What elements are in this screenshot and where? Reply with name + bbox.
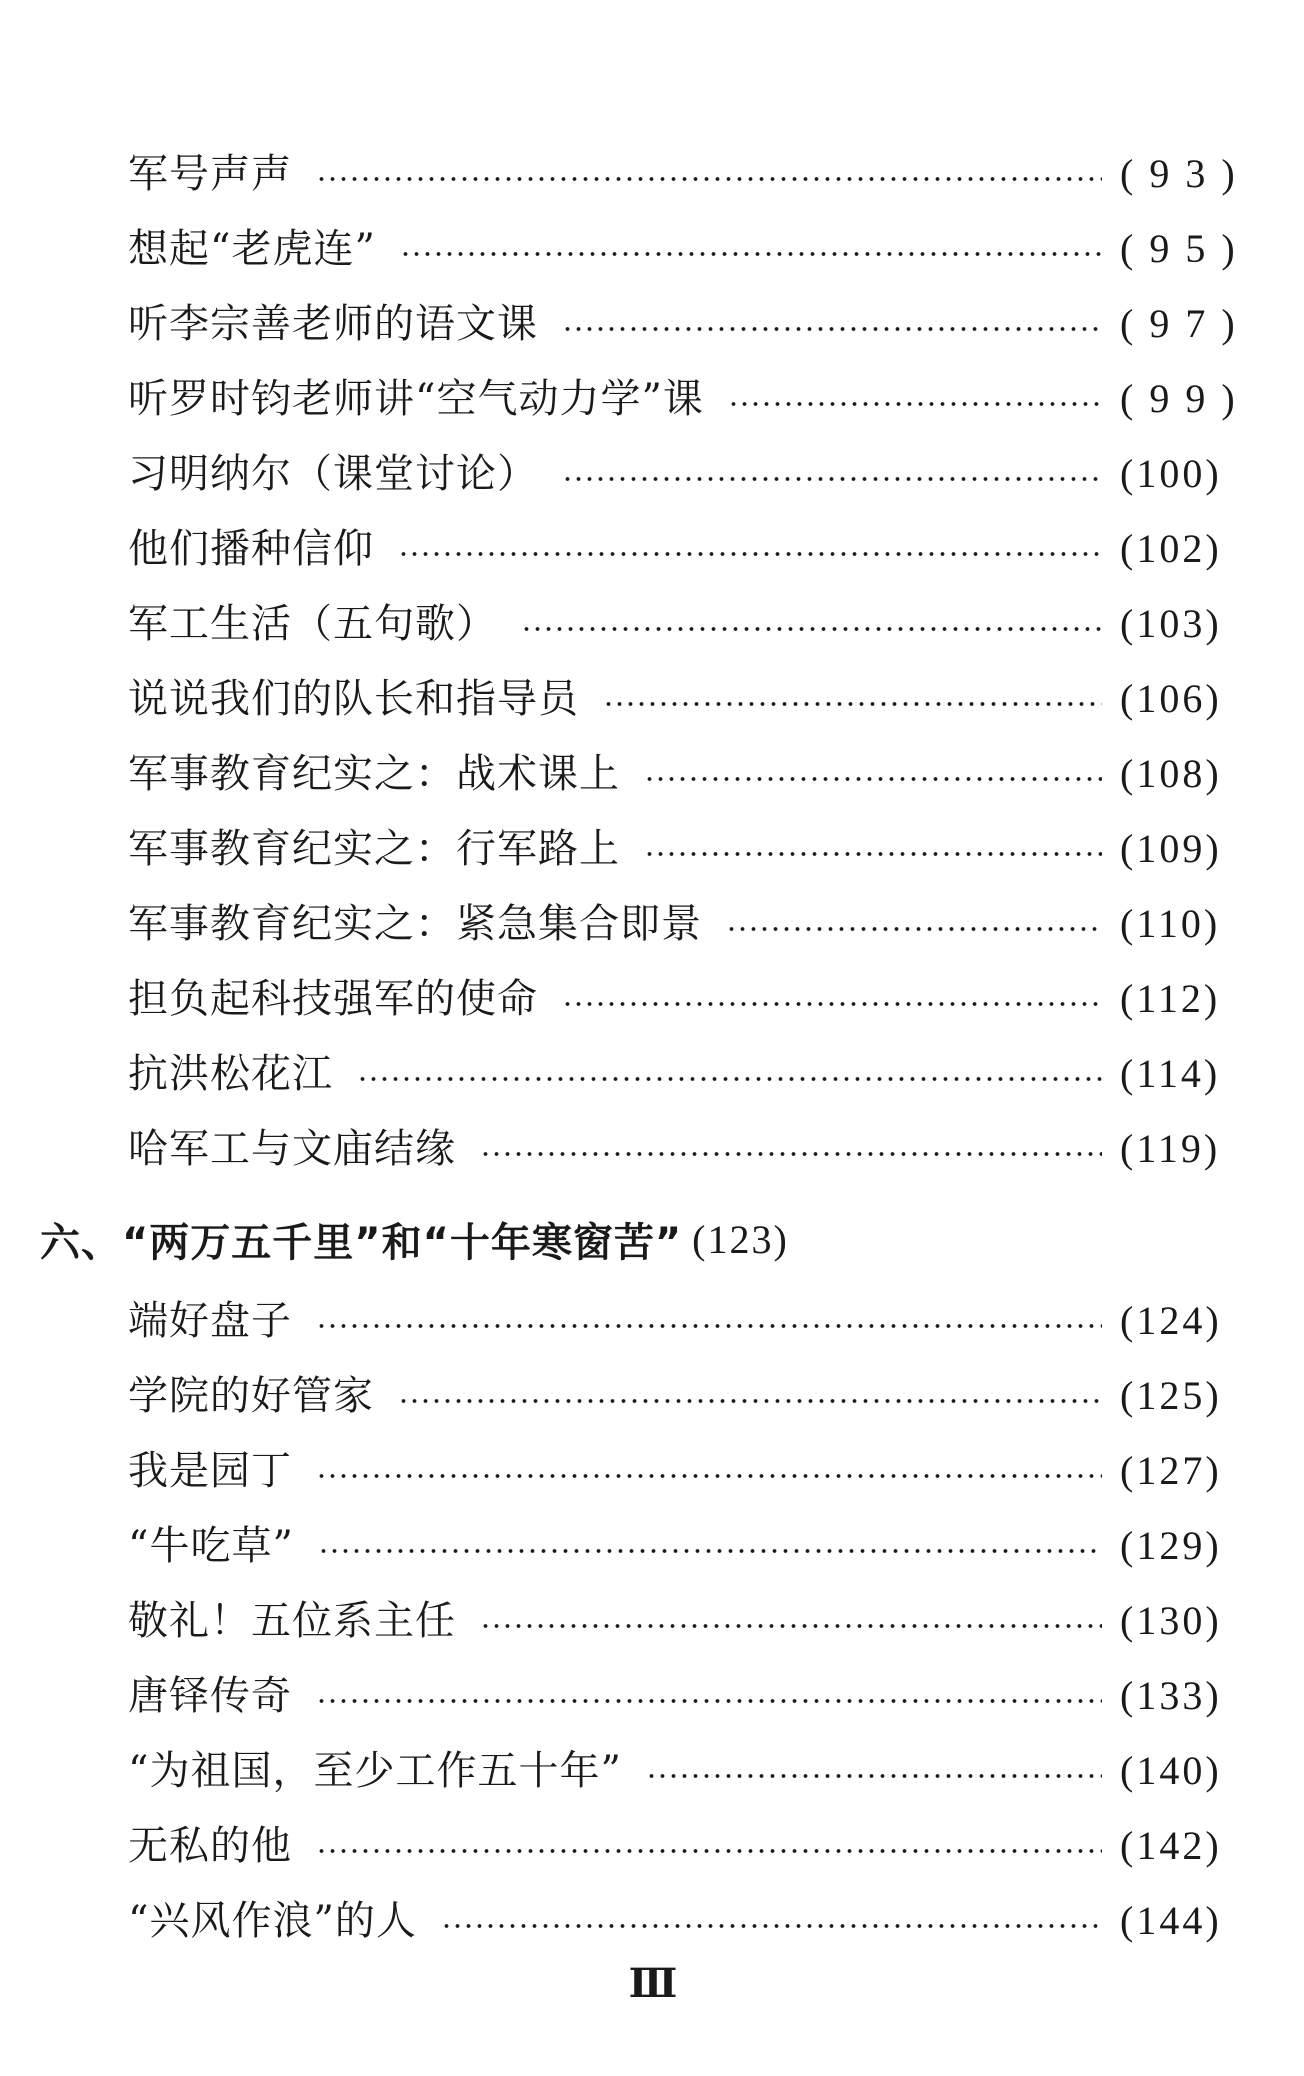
dot-leader	[644, 776, 1102, 782]
toc-entry-page: (102)	[1120, 526, 1222, 571]
dot-leader	[316, 1473, 1102, 1479]
toc-entry-page: (133)	[1120, 1673, 1222, 1718]
toc-entry-page: ( 9 3 )	[1120, 151, 1238, 196]
dot-leader	[480, 1623, 1102, 1629]
toc-entry[interactable]	[128, 1741, 1244, 1801]
dot-leader	[318, 1548, 1102, 1554]
page-number-folio: Ⅲ	[628, 1961, 676, 2006]
toc-entry[interactable]	[128, 1891, 1244, 1951]
dot-leader	[316, 1323, 1102, 1329]
toc-entry[interactable]	[128, 1291, 1244, 1351]
toc-entry-page: (109)	[1120, 826, 1222, 871]
dot-leader	[441, 1923, 1102, 1929]
toc-entry-page: ( 9 9 )	[1120, 376, 1238, 421]
toc-entry-page: (125)	[1120, 1373, 1222, 1418]
dot-leader	[357, 1076, 1102, 1082]
dot-leader	[646, 1773, 1102, 1779]
dot-leader	[603, 701, 1102, 707]
dot-leader	[562, 476, 1102, 482]
toc-entry-page: (110)	[1120, 901, 1221, 946]
toc-entry-page: (140)	[1120, 1748, 1222, 1793]
toc-entry-page: (106)	[1120, 676, 1222, 721]
toc-entry[interactable]	[128, 219, 1244, 279]
dot-leader	[398, 1398, 1102, 1404]
dot-leader	[316, 1848, 1102, 1854]
toc-entry-page: ( 9 7 )	[1120, 301, 1238, 346]
toc-entry-title: 端好盘子	[128, 1298, 292, 1344]
toc-entry-title: 军事教育纪实之：战术课上	[128, 751, 620, 797]
section-title: 六、“两万五千里”和“十年寒窗苦”	[40, 1219, 683, 1266]
toc-entry-title: 敬礼！五位系主任	[128, 1598, 456, 1644]
dot-leader	[521, 626, 1102, 632]
dot-leader	[316, 176, 1102, 182]
toc-entry-page: (127)	[1120, 1448, 1222, 1493]
dot-leader	[728, 401, 1102, 407]
toc-entry-page: (124)	[1120, 1298, 1222, 1343]
toc-entry-page: (130)	[1120, 1598, 1222, 1643]
toc-entry-title: 军号声声	[128, 151, 292, 197]
toc-entry[interactable]	[128, 894, 1244, 954]
toc-entry[interactable]	[128, 669, 1244, 729]
toc-entry-title: 哈军工与文庙结缘	[128, 1126, 456, 1172]
toc-entry-page: (108)	[1120, 751, 1222, 796]
dot-leader	[316, 1698, 1102, 1704]
dot-leader	[562, 1001, 1102, 1007]
toc-entry[interactable]	[128, 1366, 1244, 1426]
dot-leader	[644, 851, 1102, 857]
toc-entry-title: 军事教育纪实之：紧急集合即景	[128, 901, 702, 947]
dot-leader	[480, 1151, 1102, 1157]
toc-entry[interactable]	[128, 819, 1244, 879]
toc-entry-page: (119)	[1120, 1126, 1221, 1171]
toc-entry[interactable]	[128, 519, 1244, 579]
toc-entry-page: ( 9 5 )	[1120, 226, 1238, 271]
toc-entry[interactable]	[128, 1666, 1244, 1726]
toc-entry[interactable]	[128, 1441, 1244, 1501]
toc-entry[interactable]	[128, 294, 1244, 354]
toc-entry-page: (112)	[1120, 976, 1221, 1021]
toc-entry[interactable]	[128, 1119, 1244, 1179]
toc-entry-title: 我是园丁	[128, 1448, 292, 1494]
toc-entry-page: (103)	[1120, 601, 1222, 646]
toc-entry-title: 担负起科技强军的使命	[128, 976, 538, 1022]
toc-entry[interactable]	[128, 1044, 1244, 1104]
toc-entry-page: (142)	[1120, 1823, 1222, 1868]
dot-leader	[400, 251, 1102, 257]
toc-entry-title: 他们播种信仰	[128, 526, 374, 572]
toc-entry-title: 学院的好管家	[128, 1373, 374, 1419]
toc-entry-title: 唐铎传奇	[128, 1673, 292, 1719]
toc-entry-title: 无私的他	[128, 1823, 292, 1869]
toc-entry[interactable]	[128, 1591, 1244, 1651]
toc-entry-page: (114)	[1120, 1051, 1221, 1096]
toc-entry-title: “牛吃草”	[128, 1523, 294, 1569]
dot-leader	[562, 326, 1102, 332]
toc-entry-title: 军工生活（五句歌）	[128, 601, 497, 647]
toc-entry[interactable]	[128, 1516, 1244, 1576]
toc-entry[interactable]	[128, 594, 1244, 654]
toc-entry[interactable]	[128, 969, 1244, 1029]
toc-entry[interactable]	[128, 369, 1244, 429]
toc-entry-title: 说说我们的队长和指导员	[128, 676, 579, 722]
toc-entry[interactable]	[128, 1816, 1244, 1876]
toc-entry-page: (144)	[1120, 1898, 1222, 1943]
dot-leader	[726, 926, 1102, 932]
toc-entry-title: “兴风作浪”的人	[128, 1898, 417, 1944]
toc-entry-title: 听罗时钧老师讲“空气动力学”课	[128, 376, 704, 422]
toc-entry-page: (129)	[1120, 1523, 1222, 1568]
section-heading[interactable]	[40, 1206, 789, 1272]
toc-entry-title: 想起“老虎连”	[128, 226, 376, 272]
toc-entry-title: 习明纳尔（课堂讨论）	[128, 451, 538, 497]
toc-entry[interactable]	[128, 144, 1244, 204]
section-page: (123)	[692, 1216, 789, 1262]
dot-leader	[398, 551, 1102, 557]
toc-entry-title: “为祖国，至少工作五十年”	[128, 1748, 622, 1794]
toc-entry-title: 听李宗善老师的语文课	[128, 301, 538, 347]
toc-entry[interactable]	[128, 444, 1244, 504]
toc-entry-title: 抗洪松花江	[128, 1051, 333, 1097]
toc-entry-title: 军事教育纪实之：行军路上	[128, 826, 620, 872]
toc-entry[interactable]	[128, 744, 1244, 804]
toc-entry-page: (100)	[1120, 451, 1222, 496]
